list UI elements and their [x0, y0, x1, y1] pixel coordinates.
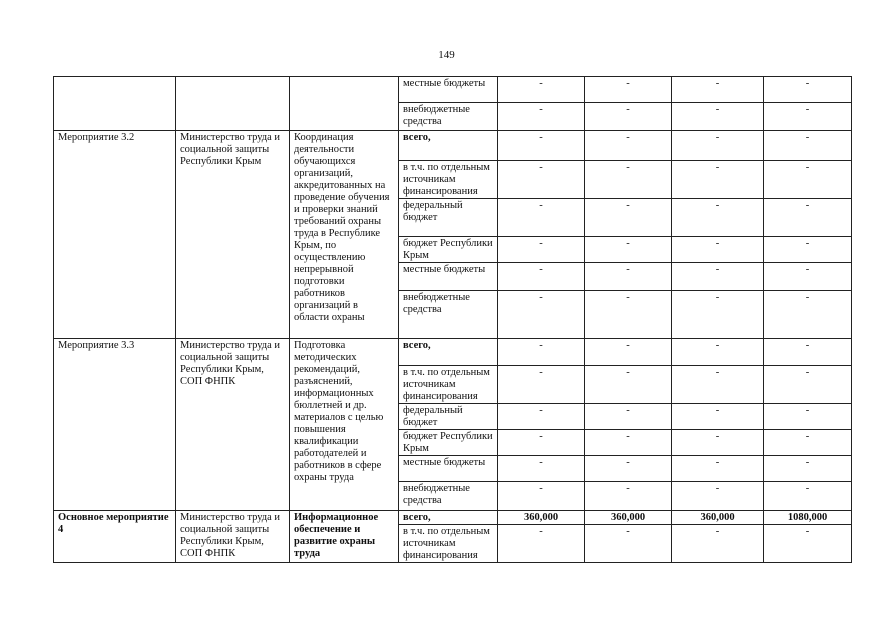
- value-cell: -: [498, 77, 585, 103]
- value-cell: -: [498, 482, 585, 511]
- value-cell: -: [672, 131, 764, 161]
- value-cell: -: [498, 430, 585, 456]
- value-cell: -: [764, 366, 852, 404]
- value-cell: 1080,000: [764, 511, 852, 525]
- value-cell: -: [585, 291, 672, 339]
- value-cell: -: [764, 199, 852, 237]
- funding-source: федеральный бюджет: [399, 404, 498, 430]
- value-cell: -: [764, 525, 852, 563]
- value-cell: -: [585, 366, 672, 404]
- value-cell: -: [498, 131, 585, 161]
- value-cell: -: [498, 103, 585, 131]
- value-cell: -: [764, 339, 852, 366]
- value-cell: -: [764, 77, 852, 103]
- event-name-cell: Основное мероприятие 4: [54, 511, 176, 563]
- executor-cell: Министерство труда и социальной защиты Республики Крым: [176, 131, 290, 339]
- value-cell: -: [585, 131, 672, 161]
- event-name-cell: Мероприятие 3.3: [54, 339, 176, 511]
- funding-source: местные бюджеты: [399, 456, 498, 482]
- value-cell: 360,000: [672, 511, 764, 525]
- value-cell: -: [498, 339, 585, 366]
- value-cell: -: [672, 456, 764, 482]
- value-cell: -: [672, 161, 764, 199]
- value-cell: -: [585, 103, 672, 131]
- executor-cell: Министерство труда и социальной защиты Республики Крым, СОП ФНПК: [176, 511, 290, 563]
- description-cell: Координация деятельности обучающихся организаций, аккредитованных на проведение обучения и проверки знаний требований охраны труда в Республике Крым, по осуществлению непрерывной подготовки работников организаций в области охраны: [290, 131, 399, 339]
- value-cell: -: [498, 366, 585, 404]
- value-cell: -: [498, 404, 585, 430]
- funding-table: [53, 76, 852, 563]
- value-cell: -: [672, 291, 764, 339]
- value-cell: -: [585, 199, 672, 237]
- funding-source: в т.ч. по отдельным источникам финансирования: [399, 161, 498, 199]
- value-cell: -: [585, 404, 672, 430]
- value-cell: -: [498, 456, 585, 482]
- value-cell: -: [672, 366, 764, 404]
- funding-source: всего,: [399, 131, 498, 161]
- value-cell: 360,000: [585, 511, 672, 525]
- table-row: [54, 511, 852, 525]
- value-cell: -: [585, 77, 672, 103]
- value-cell: -: [764, 456, 852, 482]
- funding-source: внебюджетные средства: [399, 482, 498, 511]
- value-cell: -: [498, 525, 585, 563]
- funding-source: в т.ч. по отдельным источникам финансирования: [399, 366, 498, 404]
- table-row: [54, 77, 852, 103]
- value-cell: -: [585, 339, 672, 366]
- value-cell: -: [764, 161, 852, 199]
- description-cell: [290, 77, 399, 131]
- value-cell: -: [672, 237, 764, 263]
- value-cell: -: [672, 77, 764, 103]
- value-cell: -: [672, 525, 764, 563]
- funding-source: всего,: [399, 339, 498, 366]
- value-cell: -: [498, 237, 585, 263]
- funding-source: внебюджетные средства: [399, 291, 498, 339]
- value-cell: -: [585, 237, 672, 263]
- value-cell: -: [585, 263, 672, 291]
- funding-source: внебюджетные средства: [399, 103, 498, 131]
- funding-source: бюджет Республики Крым: [399, 430, 498, 456]
- value-cell: -: [585, 430, 672, 456]
- page-number: 149: [438, 49, 455, 61]
- funding-source: федеральный бюджет: [399, 199, 498, 237]
- value-cell: -: [498, 263, 585, 291]
- value-cell: -: [498, 291, 585, 339]
- value-cell: -: [764, 131, 852, 161]
- funding-source: бюджет Республики Крым: [399, 237, 498, 263]
- value-cell: -: [498, 161, 585, 199]
- value-cell: -: [672, 263, 764, 291]
- value-cell: -: [672, 339, 764, 366]
- value-cell: -: [585, 525, 672, 563]
- value-cell: -: [764, 263, 852, 291]
- value-cell: -: [672, 199, 764, 237]
- value-cell: -: [672, 404, 764, 430]
- value-cell: -: [764, 430, 852, 456]
- value-cell: -: [764, 482, 852, 511]
- value-cell: -: [672, 103, 764, 131]
- event-name-cell: [54, 77, 176, 131]
- value-cell: -: [764, 237, 852, 263]
- funding-source: всего,: [399, 511, 498, 525]
- table-row: [54, 131, 852, 161]
- value-cell: -: [764, 291, 852, 339]
- value-cell: -: [585, 482, 672, 511]
- executor-cell: Министерство труда и социальной защиты Республики Крым, СОП ФНПК: [176, 339, 290, 511]
- event-name-cell: Мероприятие 3.2: [54, 131, 176, 339]
- value-cell: -: [498, 199, 585, 237]
- description-cell: Информационное обеспечение и развитие охраны труда: [290, 511, 399, 563]
- value-cell: -: [764, 404, 852, 430]
- value-cell: -: [585, 161, 672, 199]
- description-cell: Подготовка методических рекомендаций, разъяснений, информационных бюллетней и др. материалов с целью повышения квалификации работодателей и работников в сфере охраны труда: [290, 339, 399, 511]
- value-cell: -: [585, 456, 672, 482]
- value-cell: 360,000: [498, 511, 585, 525]
- value-cell: -: [672, 430, 764, 456]
- executor-cell: [176, 77, 290, 131]
- value-cell: -: [672, 482, 764, 511]
- funding-source: местные бюджеты: [399, 263, 498, 291]
- funding-source: в т.ч. по отдельным источникам финансирования: [399, 525, 498, 563]
- table-row: [54, 339, 852, 366]
- value-cell: -: [764, 103, 852, 131]
- funding-source: местные бюджеты: [399, 77, 498, 103]
